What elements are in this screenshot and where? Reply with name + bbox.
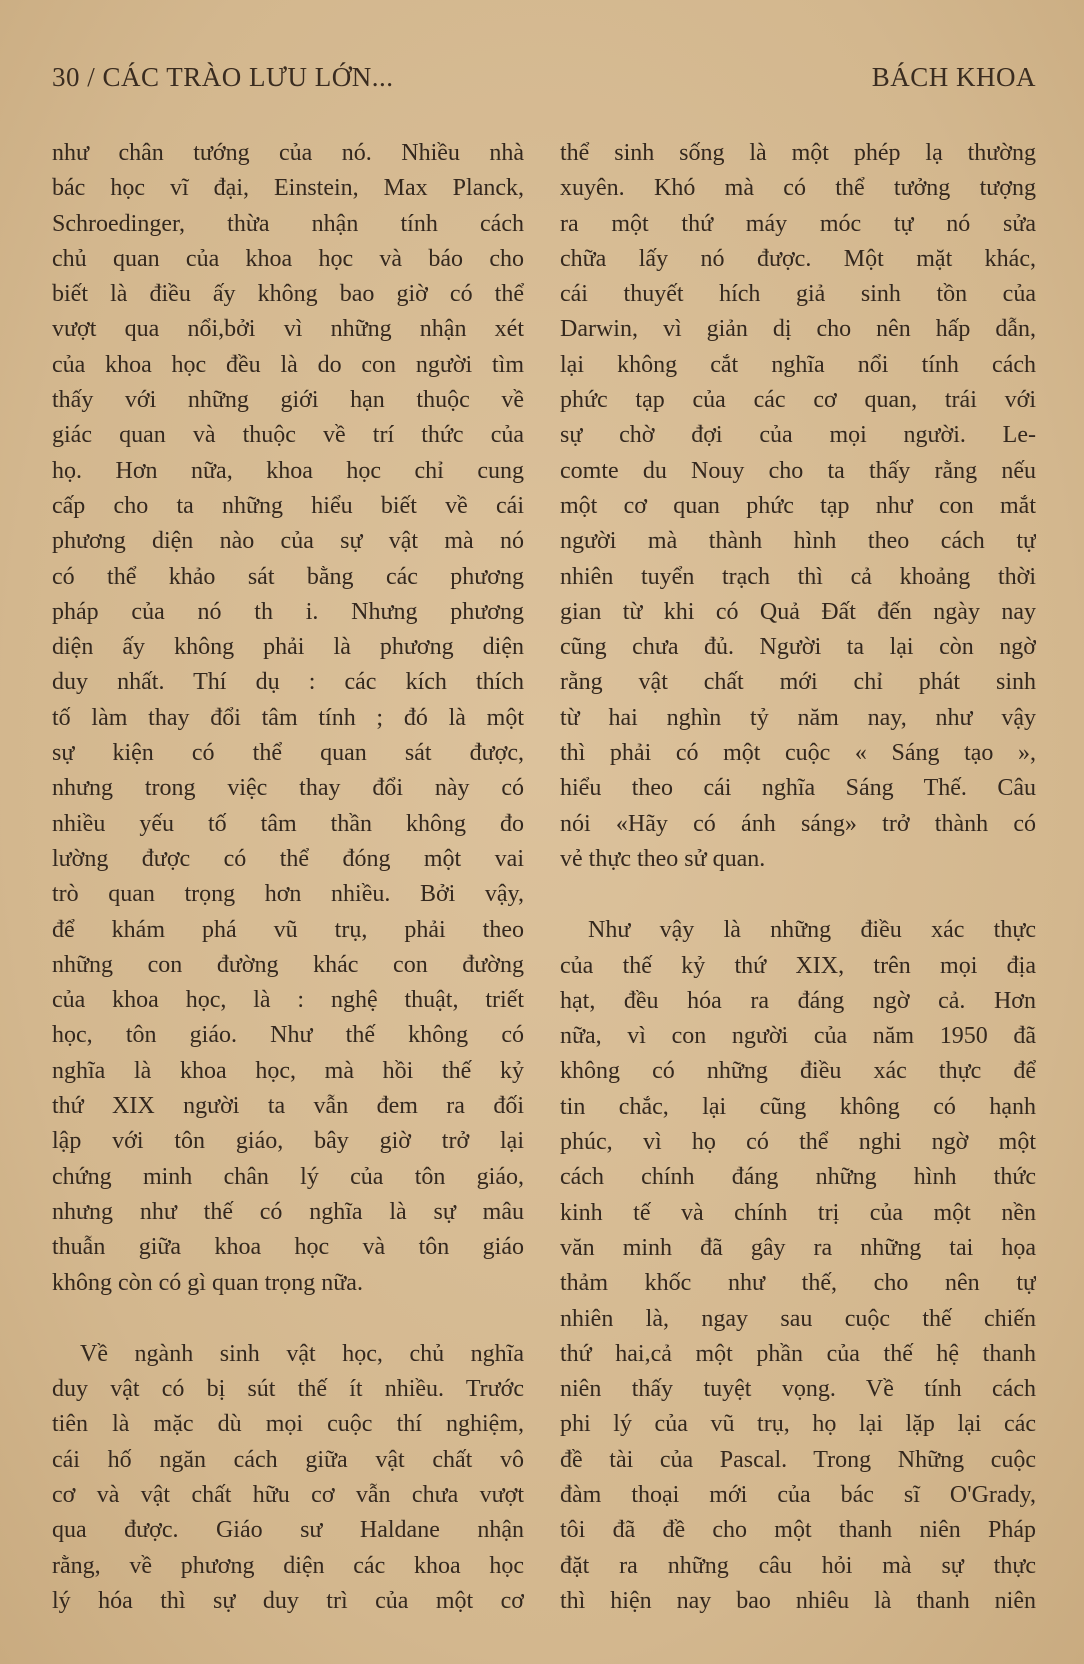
text-line: rằng, về phương diện các khoa học: [52, 1552, 524, 1579]
text-line: của thế kỷ thứ XIX, trên mọi địa: [560, 952, 1036, 979]
text-line: tin chắc, lại cũng không có hạnh: [560, 1093, 1036, 1120]
text-line: vẻ thực theo sử quan.: [560, 845, 766, 872]
text-line: tôi đã đề cho một thanh niên Pháp: [560, 1517, 1036, 1544]
text-line: hạt, đều hóa ra đáng ngờ cả. Hơn: [560, 987, 1036, 1014]
text-line: như chân tướng của nó. Nhiều nhà: [52, 140, 524, 166]
text-line: phức tạp của các cơ quan, trái với: [560, 387, 1036, 414]
text-line: thể sinh sống là một phép lạ thường: [560, 140, 1036, 166]
text-line: thảm khốc như thế, cho nên tự: [560, 1270, 1036, 1297]
text-line: thứ hai,cả một phần của thế hệ thanh: [560, 1340, 1036, 1367]
text-line: đề tài của Pascal. Trong Những cuộc: [560, 1446, 1036, 1473]
text-line: kinh tế và chính trị của một nền: [560, 1199, 1036, 1226]
text-line: duy vật có bị sút thế ít nhiều. Trước: [52, 1376, 524, 1403]
text-line: tố làm thay đổi tâm tính ; đó là một: [52, 704, 524, 731]
text-line: của khoa học, là : nghệ thuật, triết: [52, 987, 524, 1014]
paragraph-break: [560, 877, 1036, 913]
text-line: không có những điều xác thực để: [560, 1058, 1036, 1085]
text-line: đàm thoại mới của bác sĩ O'Grady,: [560, 1481, 1036, 1508]
text-line: vượt qua nổi,bởi vì những nhận xét: [52, 316, 524, 343]
text-line: gian từ khi có Quả Đất đến ngày nay: [560, 598, 1036, 625]
text-line: nhưng như thế có nghĩa là sự mâu: [52, 1198, 524, 1225]
text-line: phúc, vì họ có thể nghi ngờ một: [560, 1129, 1036, 1156]
text-line: ra một thứ máy móc tự nó sửa: [560, 210, 1036, 237]
text-line: rằng vật chất mới chỉ phát sinh: [560, 669, 1036, 696]
text-line: từ hai nghìn tỷ năm nay, như vậy: [560, 704, 1036, 731]
text-line: phương diện nào của sự vật mà nó: [52, 528, 524, 555]
text-line: lập với tôn giáo, bây giờ trở lại: [52, 1128, 524, 1155]
text-line: cái thuyết hích giả sinh tồn của: [560, 281, 1036, 308]
text-line: tiên là mặc dù mọi cuộc thí nghiệm,: [52, 1411, 524, 1438]
running-header: [52, 62, 1036, 98]
text-line: văn minh đã gây ra những tai họa: [560, 1234, 1036, 1261]
text-line: những con đường khác con đường: [52, 951, 524, 978]
text-line: cấp cho ta những hiểu biết về cái: [52, 492, 524, 519]
text-line: phi lý của vũ trụ, họ lại lặp lại các: [560, 1411, 1036, 1438]
text-line: chứng minh chân lý của tôn giáo,: [52, 1163, 524, 1190]
text-line: thì hiện nay bao nhiêu là thanh niên: [560, 1587, 1036, 1614]
text-line: hiểu theo cái nghĩa Sáng Thế. Câu: [560, 775, 1036, 802]
text-line: xuyên. Khó mà có thể tưởng tượng: [560, 175, 1036, 202]
text-line: Darwin, vì giản dị cho nên hấp dẫn,: [560, 316, 1036, 343]
header-publication: BÁCH KHOA: [871, 62, 1036, 92]
text-line: họ. Hơn nữa, khoa học chỉ cung: [52, 457, 524, 484]
text-line: lường được có thể đóng một vai: [52, 845, 524, 872]
header-page-title: 30 / CÁC TRÀO LƯU LỚN...: [52, 62, 394, 92]
text-line: nữa, vì con người của năm 1950 đã: [560, 1023, 1036, 1050]
text-line: thuẫn giữa khoa học và tôn giáo: [52, 1234, 524, 1261]
text-line: trò quan trọng hơn nhiều. Bởi vậy,: [52, 881, 524, 908]
text-line: diện ấy không phải là phương diện: [52, 634, 524, 661]
text-line: lại không cắt nghĩa nổi tính cách: [560, 351, 1036, 378]
text-line: thứ XIX người ta vẫn đem ra đối: [52, 1093, 524, 1120]
text-line: nhiên tuyển trạch thì cả khoảng thời: [560, 563, 1036, 590]
text-line: Về ngành sinh vật học, chủ nghĩa: [80, 1340, 524, 1367]
text-line: có thể khảo sát bằng các phương: [52, 563, 524, 590]
text-line: pháp của nó th i. Nhưng phương: [52, 598, 524, 625]
text-line: biết là điều ấy không bao giờ có thể: [52, 281, 524, 308]
text-line: qua được. Giáo sư Haldane nhận: [52, 1517, 524, 1544]
text-line: người mà thành hình theo cách tự: [560, 528, 1036, 555]
paragraph-break: [52, 1301, 524, 1337]
text-line: cái hố ngăn cách giữa vật chất vô: [52, 1446, 524, 1473]
text-line: nói «Hãy có ánh sáng» trở thành có: [560, 810, 1036, 837]
text-line: sự kiện có thể quan sát được,: [52, 740, 524, 767]
text-line: cơ và vật chất hữu cơ vẫn chưa vượt: [52, 1481, 524, 1508]
text-line: của khoa học đều là do con người tìm: [52, 351, 524, 378]
text-line: để khám phá vũ trụ, phải theo: [52, 916, 524, 943]
text-line: duy nhất. Thí dụ : các kích thích: [52, 669, 524, 696]
text-line: không còn có gì quan trọng nữa.: [52, 1269, 363, 1296]
text-line: nhiên là, ngay sau cuộc thế chiến: [560, 1305, 1036, 1332]
text-line: niên thấy tuyệt vọng. Về tính cách: [560, 1376, 1036, 1403]
right-text-column: [560, 136, 1036, 1619]
text-line: comte du Nouy cho ta thấy rằng nếu: [560, 457, 1036, 484]
text-line: chữa lấy nó được. Một mặt khác,: [560, 245, 1036, 272]
text-line: học, tôn giáo. Như thế không có: [52, 1022, 524, 1049]
text-line: lý hóa thì sự duy trì của một cơ: [52, 1587, 524, 1614]
text-line: Schroedinger, thừa nhận tính cách: [52, 210, 524, 237]
text-line: nhiều yếu tố tâm thần không đo: [52, 810, 524, 837]
text-line: cách chính đáng những hình thức: [560, 1164, 1036, 1191]
text-line: cũng chưa đủ. Người ta lại còn ngờ: [560, 634, 1036, 661]
text-line: sự chờ đợi của mọi người. Le-: [560, 422, 1036, 449]
text-line: thấy với những giới hạn thuộc về: [52, 387, 524, 414]
text-line: thì phải có một cuộc « Sáng tạo »,: [560, 740, 1036, 767]
text-line: nghĩa là khoa học, mà hồi thế kỷ: [52, 1057, 524, 1084]
text-line: giác quan và thuộc về trí thức của: [52, 422, 524, 449]
text-line: nhưng trong việc thay đổi này có: [52, 775, 524, 802]
text-line: một cơ quan phức tạp như con mắt: [560, 492, 1036, 519]
text-line: Như vậy là những điều xác thực: [588, 917, 1036, 944]
text-line: chủ quan của khoa học và báo cho: [52, 245, 524, 272]
text-line: bác học vĩ đại, Einstein, Max Planck,: [52, 175, 524, 202]
text-line: đặt ra những câu hỏi mà sự thực: [560, 1552, 1036, 1579]
left-text-column: [52, 136, 524, 1619]
